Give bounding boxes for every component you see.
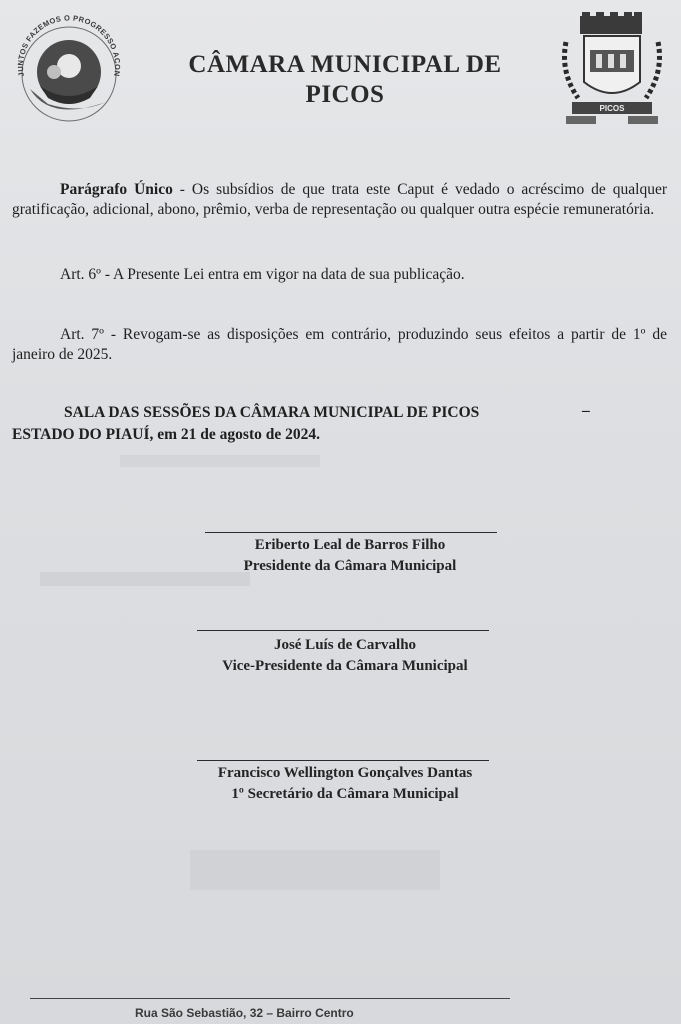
paragrafo-unico-text: - Os subsídios de que trata este Caput é vedado o acréscimo de qualquer gratificação, adicional, abono, prêmio, verba de representação ou qualquer outra espécie remuneratória. <box>12 181 667 218</box>
signatory-name: Eriberto Leal de Barros Filho <box>254 537 446 553</box>
article-7: Art. 7º - Revogam-se as disposições em contrário, produzindo seus efeitos a partir de 1º de janeiro de 2025. <box>12 326 667 363</box>
session-hall-statement <box>12 402 612 446</box>
session-date: , em 21 de agosto de 2024. <box>149 426 321 443</box>
footer-divider <box>30 998 510 999</box>
signature-line-1 <box>205 532 497 533</box>
juntos-fazemos-progresso-seal-icon <box>10 14 128 124</box>
title-line-1: CÂMARA MUNICIPAL DE <box>188 51 502 78</box>
show-through-mark <box>190 850 440 890</box>
show-through-mark <box>120 455 320 467</box>
signatory-role: Presidente da Câmara Municipal <box>243 558 457 574</box>
state-name: ESTADO DO PIAUÍ <box>12 426 150 443</box>
article-6: Art. 6º - A Presente Lei entra em vigor na data de sua publicação. <box>60 266 465 283</box>
session-hall-dash: – <box>582 402 590 419</box>
paragrafo-unico <box>12 180 667 220</box>
signatory-name: José Luís de Carvalho <box>273 637 417 653</box>
picos-coat-of-arms-icon <box>560 12 665 127</box>
svg-text:PICOS: PICOS <box>599 104 625 113</box>
paragrafo-unico-label: Parágrafo Único <box>60 181 173 198</box>
page-title <box>150 50 540 110</box>
signature-line-3 <box>197 760 489 761</box>
signature-line-2 <box>197 630 489 631</box>
svg-text:JUNTOS FAZEMOS O PROGRESSO ACO: JUNTOS FAZEMOS O PROGRESSO ACON <box>15 14 123 78</box>
session-hall-line-1: SALA DAS SESSÕES DA CÂMARA MUNICIPAL DE PICOS <box>64 404 480 421</box>
signature-block-1 <box>185 535 515 577</box>
signatory-role: Vice-Presidente da Câmara Municipal <box>222 658 468 674</box>
signature-block-2 <box>180 635 510 677</box>
title-line-2: PICOS <box>305 81 385 108</box>
footer-address: Rua São Sebastião, 32 – Bairro Centro <box>135 1006 354 1020</box>
signatory-role: 1º Secretário da Câmara Municipal <box>231 786 459 802</box>
signatory-name: Francisco Wellington Gonçalves Dantas <box>217 765 473 781</box>
signature-block-3 <box>170 763 520 805</box>
